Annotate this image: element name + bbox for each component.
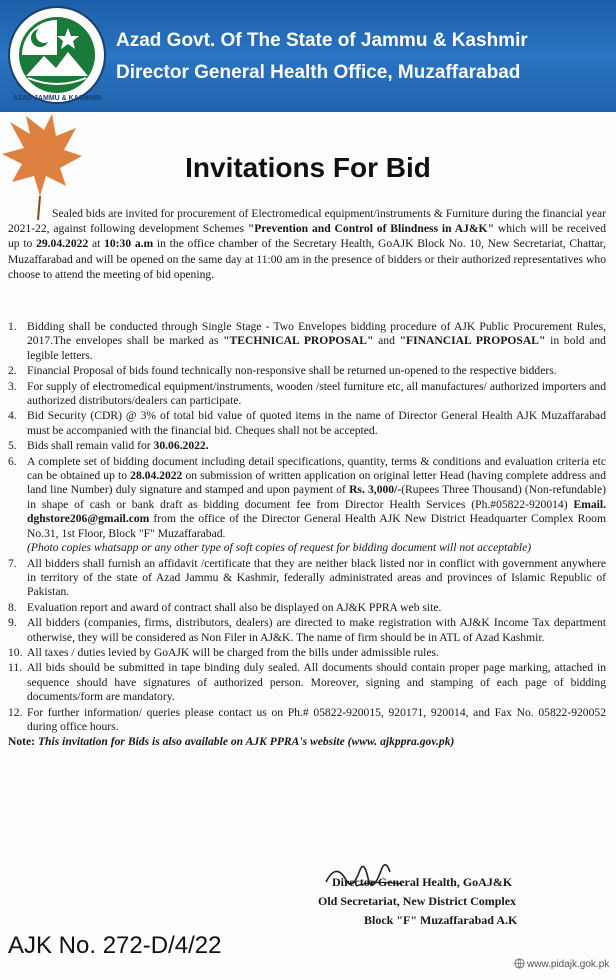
signatory-address: Old Secretariat, New District Complex — [318, 894, 517, 908]
conditions-list — [8, 320, 606, 750]
list-item: 5. Bids shall remain valid for 30.06.2022. — [8, 439, 209, 453]
list-item: 4. Bid Security (CDR) @ 3% of total bid value of quoted items in the name of Director General Health AJK Muzaffarabad must be accompanied with the financial bid. Cheques shall not be accepted. — [8, 409, 606, 437]
list-item: 8. Evaluation report and award of contract shall also be displayed on AJ&K PPRA web site. — [8, 600, 442, 614]
reference-number: AJK No. 272-D/4/22 — [8, 932, 222, 959]
watermark: www.pidajk.gok.pk — [514, 958, 609, 970]
list-item: 6. A complete set of bidding document including detail specifications, quantity, terms & conditions and evaluation criteria etc can be obtained up to 28.04.2022 on submission of written application on original letter Head (having complete address and land line Number) duly signature and stamped and upon payment of Rs. 3,000/-(Rupees Three Thousand) (Non-refundable) in shape of cash or bank draft as bidding document fee from Director Health Services (Ph.#05822-920014) Email. dghstore206@gmail.com from the office of the Director General Health AJK New District Headquarter Complex Room No.31, 1st Floor, Block "F" Muzaffarabad. (Photo copies whatsapp or any other type of soft copies of request for bidding document will not acceptable) — [8, 454, 607, 555]
list-item: 9. All bidders (companies, firms, distributors, dealers) are directed to make registration with AJ&K Income Tax department otherwise, they will be considered as Non Filer in AJ&K. The name of firm should be in ATL of Azad Kashmir. — [8, 616, 606, 644]
signatory-title: Director General Health, GoAJ&K — [332, 875, 513, 889]
list-item: 10. All taxes / duties levied by GoAJK will be charged from the bills under admissible rules. — [8, 645, 439, 659]
list-item: 7. All bidders shall furnish an affidavit /certificate that they are neither black listed nor in conflict with government anywhere in territory of the state of Azad Jammu & Kashmir, federally administrated areas and provinces of Islamic Republic of Pakistan. — [8, 556, 606, 599]
ajk-emblem-logo — [6, 4, 108, 106]
page-title: Invitations For Bid — [185, 152, 431, 183]
list-item: 11. All bids should be submitted in tape binding duly sealed. All documents should contain proper page marking, attached in sequence should have signatures of authorized person. Moreover, signing and stamping of each page of bidding documents/form are mandatory. — [8, 661, 606, 704]
website-note: Note: This invitation for Bids is also available on AJK PPRA's website (www. ajkppra.gov.pk) — [8, 735, 455, 749]
list-item: 3. For supply of electromedical equipment/instruments, wooden /steel furniture etc, all manufactures/ authorized importers and authorized distributors/dealers can participate. — [8, 379, 606, 408]
signature-block — [318, 873, 608, 930]
signatory-block: Block "F" Muzaffarabad A.K — [364, 913, 518, 927]
globe-icon — [514, 958, 525, 969]
header-government-name: Azad Govt. Of The State of Jammu & Kashmir — [116, 30, 528, 51]
list-item: 2. Financial Proposal of bids found technically non-responsive shall be returned un-opened to the respective bidders. — [8, 364, 557, 378]
intro-paragraph: Sealed bids are invited for procurement of Electromedical equipment/instruments & Furniture during the financial year 2021-22, against following development Schemes "Prevention and Control of Blindness in AJ&K" which will be received up to 29.04.2022 at 10:30 a.m in the office chamber of the Secretary Health, GoAJK Block No. 10, New Secretariat, Chattar, Muzaffarabad and will be opened on the same day at 11:00 am in the presence of bidders or their authorized representatives who choose to attend the meeting of bid opening. — [8, 207, 606, 281]
list-item: 12. For further information/ queries please contact us on Ph.# 05822-920015, 920171, 920014, and Fax No. 05822-920052 during office hours. — [8, 705, 606, 733]
header-office-name: Director General Health Office, Muzaffarabad — [116, 62, 521, 83]
logo-text: AZAD JAMMU & KASHMIR — [12, 95, 102, 102]
list-item: 1. Bidding shall be conducted through Single Stage - Two Envelopes bidding procedure of AJK Public Procurement Rules, 2017.The envelopes shall be marked as "TECHNICAL PROPOSAL" and "FINANCIAL PROPOSAL" in bold and legible letters. — [8, 320, 606, 362]
header-banner — [0, 0, 616, 112]
